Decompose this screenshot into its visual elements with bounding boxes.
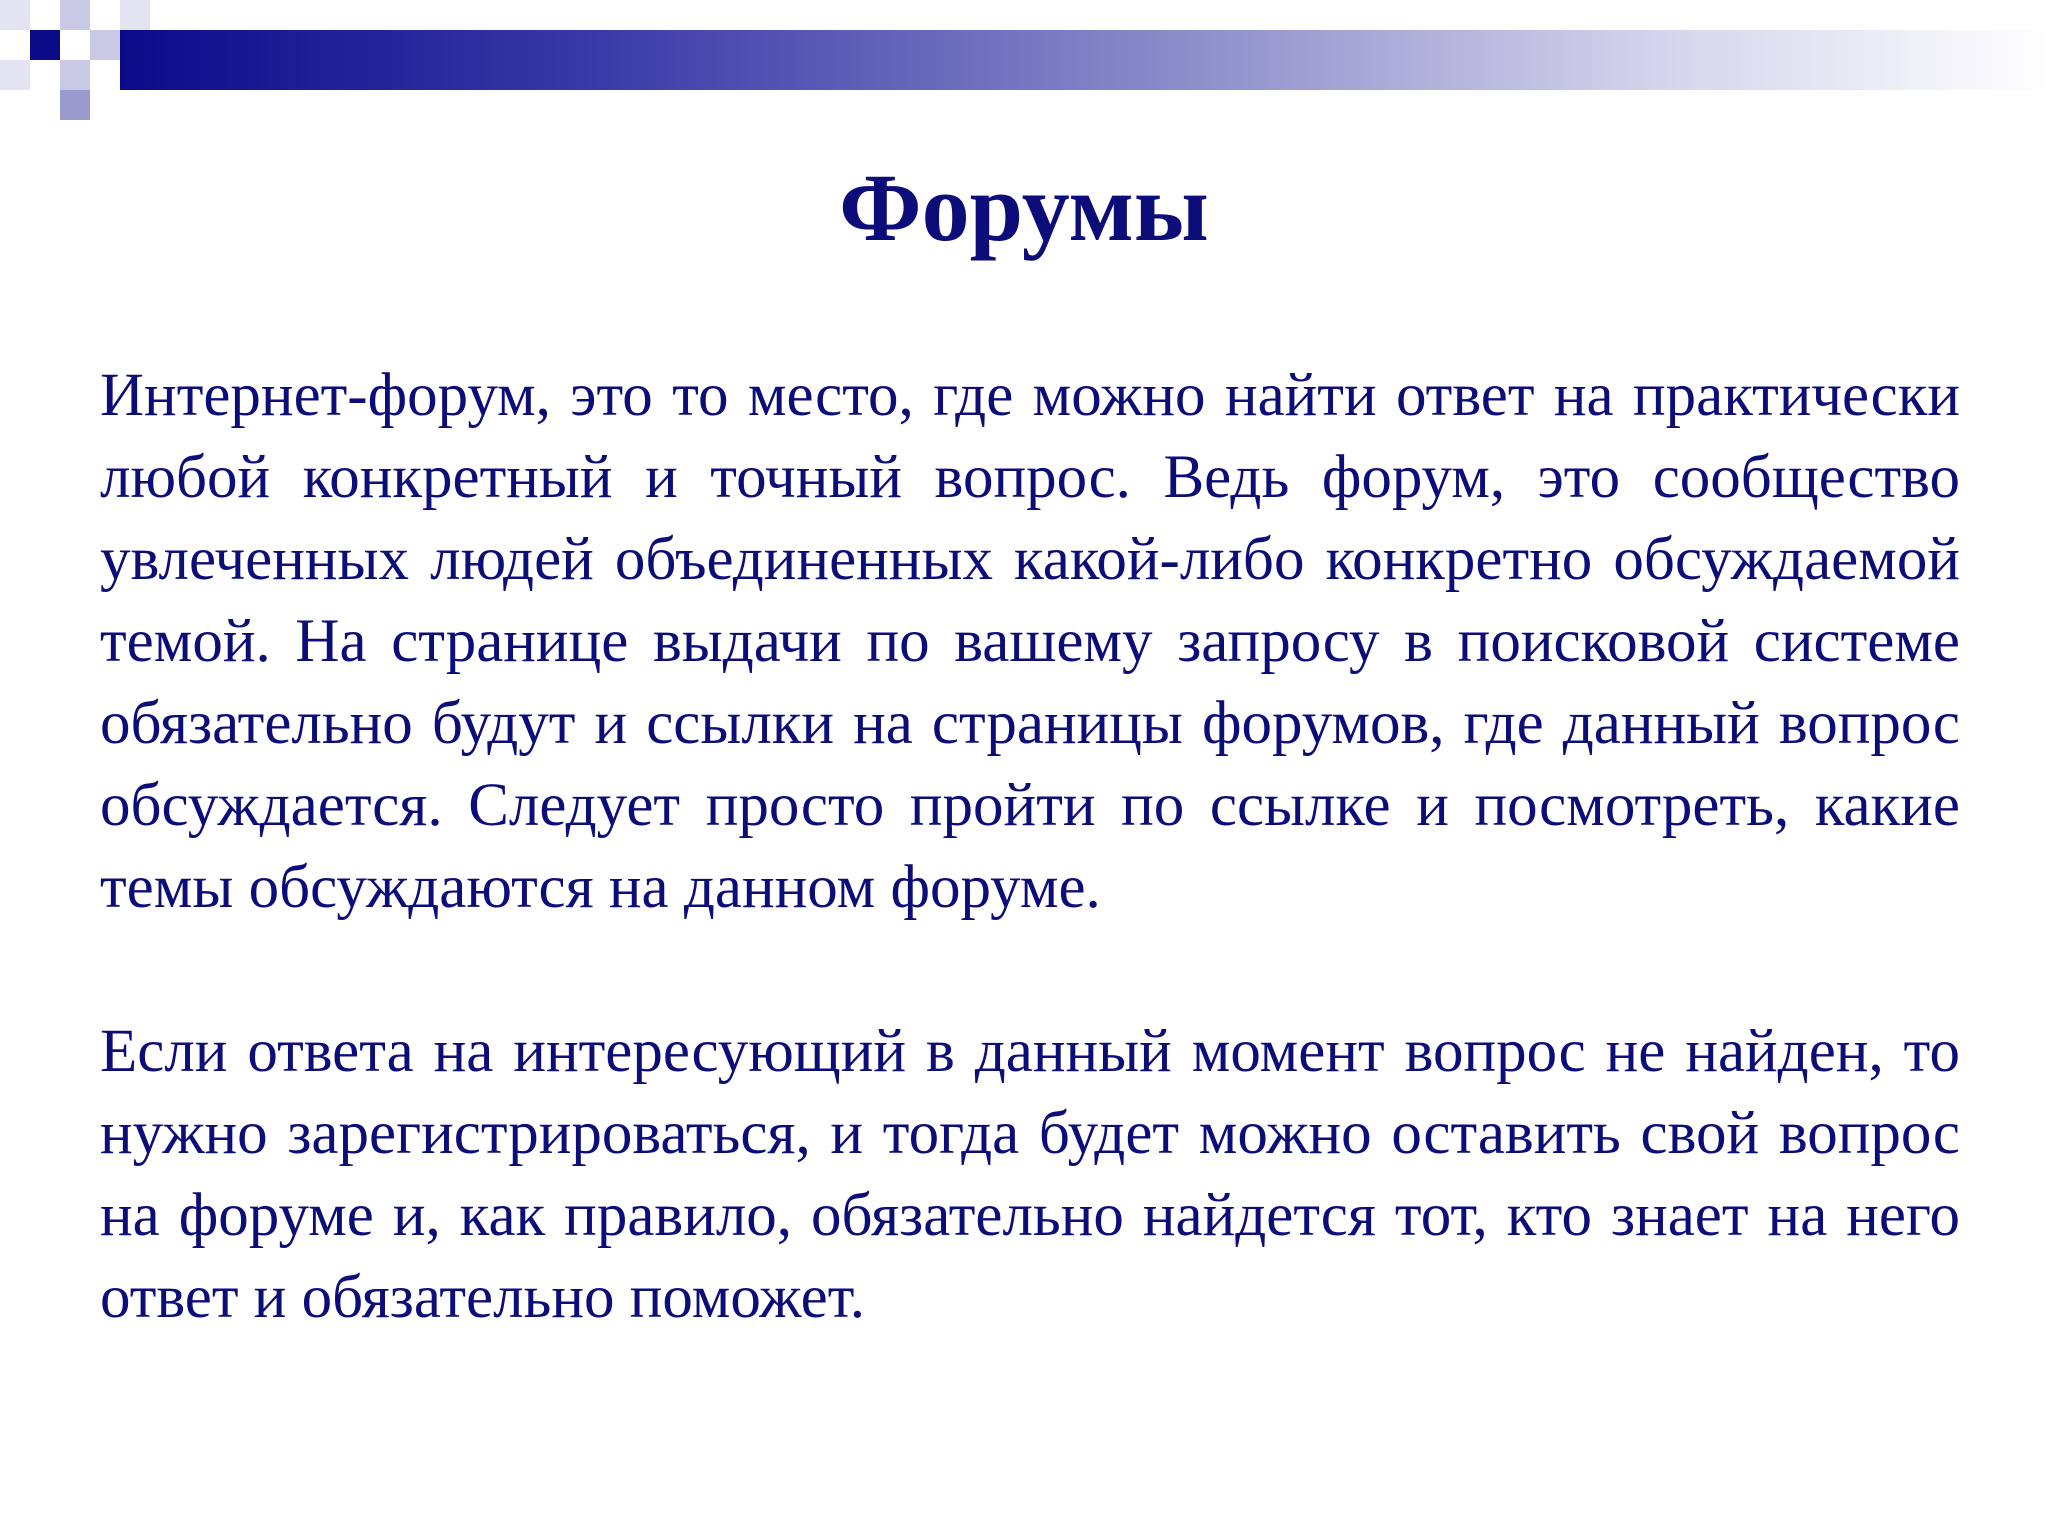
body-paragraph: Интернет-форум, это то место, где можно найти ответ на практически любой конкретный и точный вопрос. Ведь форум, это сообщество увлеченных людей объединенных какой-либо конкретно обсуждаемой темой. На странице выдачи по вашему запросу в поисковой системе обязательно будут и ссылки на страницы форумов, где данный вопрос обсуждается. Следует просто пройти по ссылке и посмотреть, какие темы обсуждаются на данном форуме. (100, 362, 1960, 921)
body-paragraph: Если ответа на интересующий в данный момент вопрос не найден, то нужно зарегистрироваться, и тогда будет можно оставить свой вопрос на форуме и, как правило, обязательно найдется тот, кто знает на него ответ и обязательно поможет. (100, 1018, 1960, 1331)
decor-square (30, 30, 60, 60)
slide-title: Форумы (839, 154, 1209, 261)
decor-square (90, 30, 120, 60)
slide-body (100, 355, 1960, 1339)
decor-square (60, 90, 90, 120)
decor-square (0, 60, 30, 90)
decor-square (60, 0, 90, 30)
decor-square (60, 60, 90, 90)
header-gradient-bar (120, 30, 2048, 90)
decor-square (120, 0, 150, 30)
decor-square (0, 0, 30, 30)
